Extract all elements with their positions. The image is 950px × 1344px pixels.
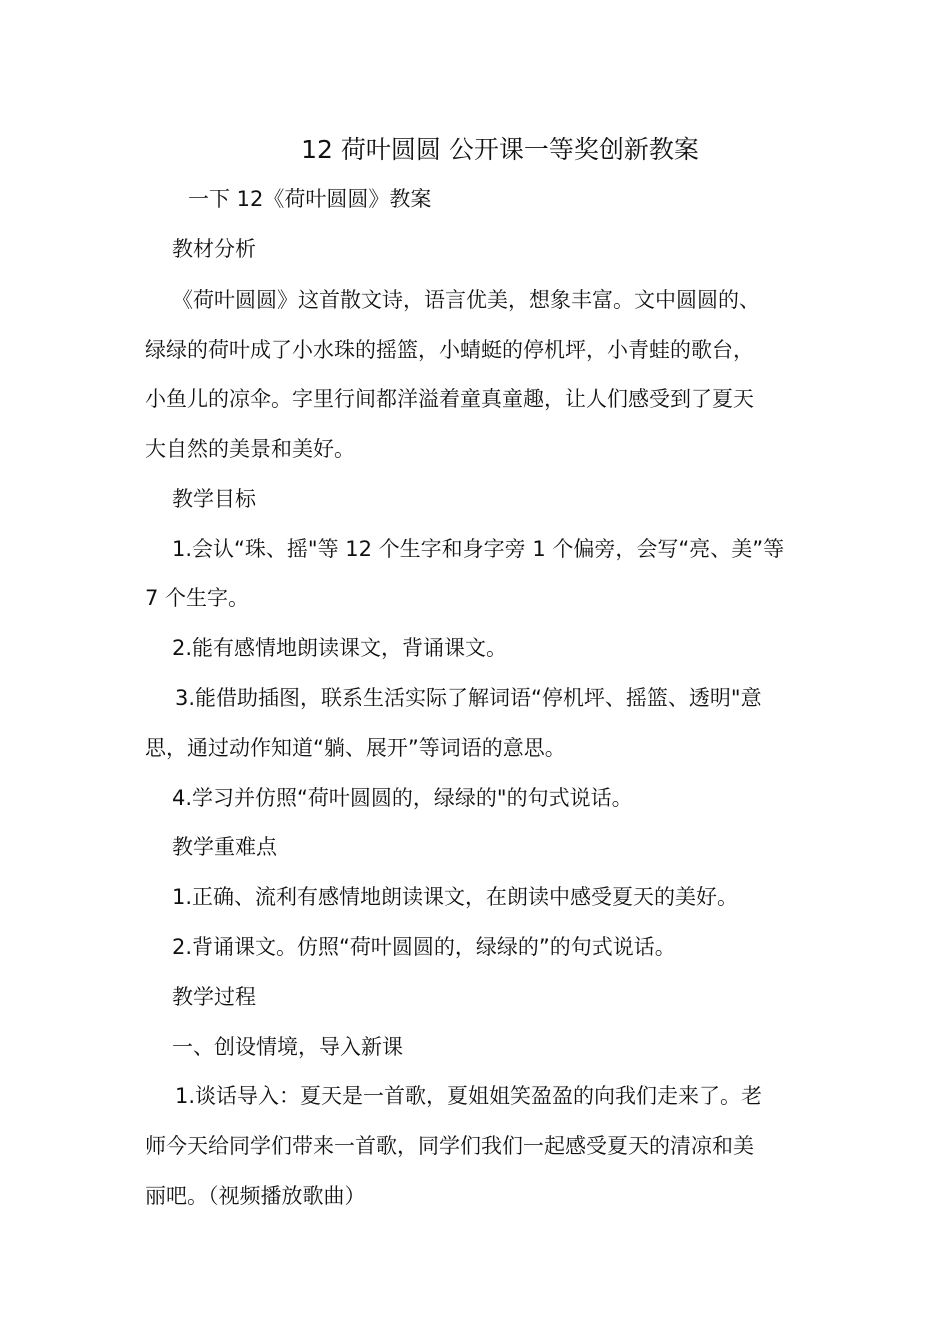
list-item: 3.能借助插图，联系生活实际了解词语“停机坪、摇篮、透明"意 — [175, 686, 762, 710]
paragraph-line: 1.谈话导入：夏天是一首歌，夏姐姐笑盈盈的向我们走来了。老 — [175, 1084, 763, 1108]
paragraph-line: 大自然的美景和美好。 — [145, 437, 355, 461]
paragraph-line: 丽吧。（视频播放歌曲） — [145, 1184, 366, 1208]
document-title: 12 荷叶圆圆 公开课一等奖创新教案 — [301, 135, 699, 164]
section-heading: 教学重难点 — [172, 835, 277, 859]
section-heading: 教材分析 — [172, 237, 256, 261]
list-item: 1.会认“珠、摇"等 12 个生字和身字旁 1 个偏旁，会写“亮、美”等 — [172, 537, 785, 561]
list-item: 1.正确、流利有感情地朗读课文，在朗读中感受夏天的美好。 — [172, 885, 739, 909]
paragraph-line: 《荷叶圆圆》这首散文诗，语言优美，想象丰富。文中圆圆的、 — [172, 288, 760, 312]
paragraph-line: 师今天给同学们带来一首歌，同学们我们一起感受夏天的清凉和美 — [145, 1134, 754, 1158]
section-heading: 教学目标 — [172, 487, 256, 511]
paragraph-line: 绿绿的荷叶成了小水珠的摇篮，小蜻蜓的停机坪，小青蛙的歌台， — [145, 338, 754, 362]
list-item-continuation: 思，通过动作知道“躺、展开”等词语的意思。 — [145, 736, 566, 760]
list-item: 2.能有感情地朗读课文，背诵课文。 — [172, 636, 508, 660]
list-item: 2.背诵课文。仿照“荷叶圆圆的，绿绿的”的句式说话。 — [172, 935, 676, 959]
paragraph-line: 小鱼儿的凉伞。字里行间都洋溢着童真童趣，让人们感受到了夏天 — [145, 387, 754, 411]
subsection-heading: 一、创设情境，导入新课 — [172, 1035, 403, 1059]
subtitle-line: 一下 12《荷叶圆圆》教案 — [188, 187, 432, 211]
list-item: 4.学习并仿照“荷叶圆圆的，绿绿的"的句式说话。 — [172, 786, 633, 810]
list-item-continuation: 7 个生字。 — [145, 586, 250, 610]
section-heading: 教学过程 — [172, 985, 256, 1009]
